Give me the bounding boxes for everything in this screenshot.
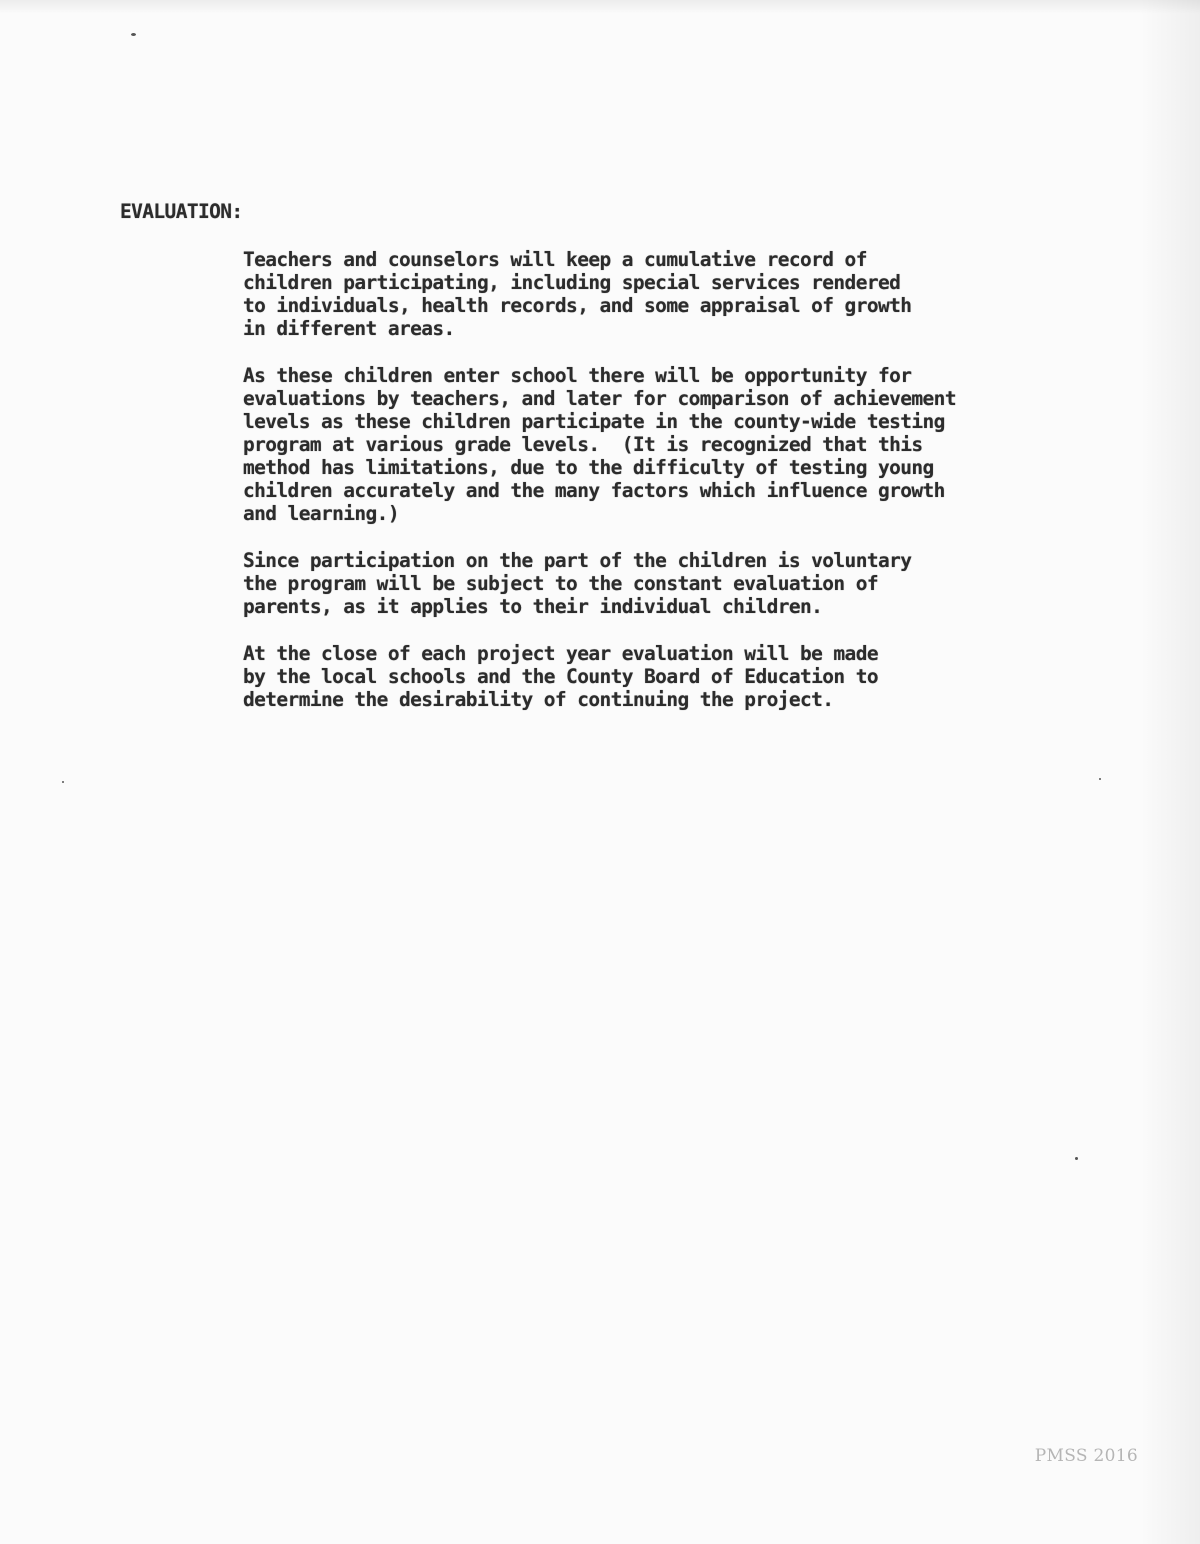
text-line: children accurately and the many factors which influence growth (243, 479, 945, 502)
paragraph (243, 642, 1173, 711)
text-line: to individuals, health records, and some appraisal of growth (243, 294, 912, 317)
paragraph (243, 248, 1173, 340)
archive-watermark: PMSS 2016 (1034, 1446, 1138, 1466)
text-line: parents, as it applies to their individual children. (243, 595, 823, 618)
paper-speck (1099, 778, 1101, 780)
paper-speck (62, 781, 64, 783)
section-heading: EVALUATION: (120, 200, 243, 223)
text-line: and learning.) (243, 502, 399, 525)
paper-speck (131, 33, 136, 36)
text-line: levels as these children participate in the county-wide testing (243, 410, 945, 433)
text-line: Since participation on the part of the children is voluntary (243, 549, 912, 572)
text-line: children participating, including special services rendered (243, 271, 901, 294)
paragraph (243, 364, 1173, 525)
page-top-shadow (0, 0, 1200, 14)
text-line: the program will be subject to the constant evaluation of (243, 572, 878, 595)
text-line: by the local schools and the County Board of Education to (243, 665, 878, 688)
text-line: Teachers and counselors will keep a cumulative record of (243, 248, 867, 271)
page-edge-shadow (1140, 0, 1200, 1544)
text-line: evaluations by teachers, and later for comparison of achievement (243, 387, 956, 410)
text-line: method has limitations, due to the difficulty of testing young (243, 456, 934, 479)
text-line: in different areas. (243, 317, 455, 340)
text-line: At the close of each project year evaluation will be made (243, 642, 878, 665)
body-text (243, 248, 1173, 735)
text-line: As these children enter school there will be opportunity for (243, 364, 912, 387)
paragraph (243, 549, 1173, 618)
text-line: program at various grade levels. (It is recognized that this (243, 433, 923, 456)
paper-speck (1075, 1157, 1078, 1160)
text-line: determine the desirability of continuing the project. (243, 688, 834, 711)
